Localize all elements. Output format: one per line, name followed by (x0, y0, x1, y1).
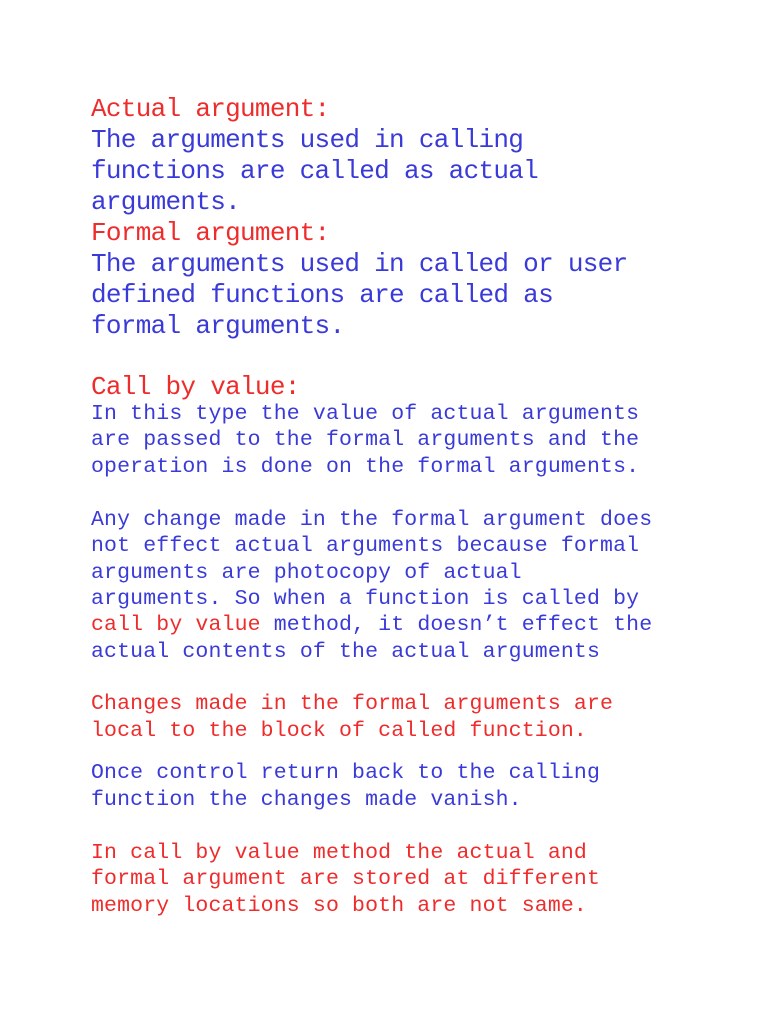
formal-argument-text-line-1: The arguments used in called or user (91, 249, 628, 279)
actual-argument-text-line-1: The arguments used in calling (91, 125, 524, 155)
paragraph-4-line-1: Once control return back to the calling (91, 761, 601, 785)
formal-argument-heading: Formal argument: (91, 218, 330, 248)
paragraph-5-line-3: memory locations so both are not same. (91, 894, 587, 918)
paragraph-2-line-1: Any change made in the formal argument does (91, 508, 653, 532)
call-by-value-heading: Call by value: (91, 372, 300, 402)
paragraph-4-line-2: function the changes made vanish. (91, 788, 522, 812)
paragraph-5-line-2: formal argument are stored at different (91, 867, 601, 891)
formal-argument-text-line-3: formal arguments. (91, 311, 345, 341)
actual-argument-text-line-2: functions are called as actual (91, 156, 539, 186)
formal-argument-text-line-2: defined functions are called as (91, 280, 553, 310)
paragraph-2-line-3: arguments are photocopy of actual (91, 561, 522, 585)
paragraph-1-line-1: In this type the value of actual arguments (91, 402, 640, 426)
paragraph-2-line-2: not effect actual arguments because formal (91, 534, 640, 558)
paragraph-2-line-5 (91, 615, 652, 637)
paragraph-2-line-4: arguments. So when a function is called by (91, 587, 640, 611)
paragraph-2-line-6: actual contents of the actual arguments (91, 640, 601, 664)
paragraph-3-line-1: Changes made in the formal arguments are (91, 692, 614, 716)
paragraph-1-line-3: operation is done on the formal arguments. (91, 455, 640, 479)
paragraph-3-line-2: local to the block of called function. (91, 719, 587, 743)
paragraph-2-line-5-rest: method, it doesn’t effect the (260, 613, 653, 637)
paragraph-1-line-2: are passed to the formal arguments and the (91, 428, 640, 452)
paragraph-5-line-1: In call by value method the actual and (91, 841, 587, 865)
actual-argument-text-line-3: arguments. (91, 187, 241, 217)
call-by-value-highlight: call by value (91, 613, 261, 637)
actual-argument-heading: Actual argument: (91, 94, 330, 124)
